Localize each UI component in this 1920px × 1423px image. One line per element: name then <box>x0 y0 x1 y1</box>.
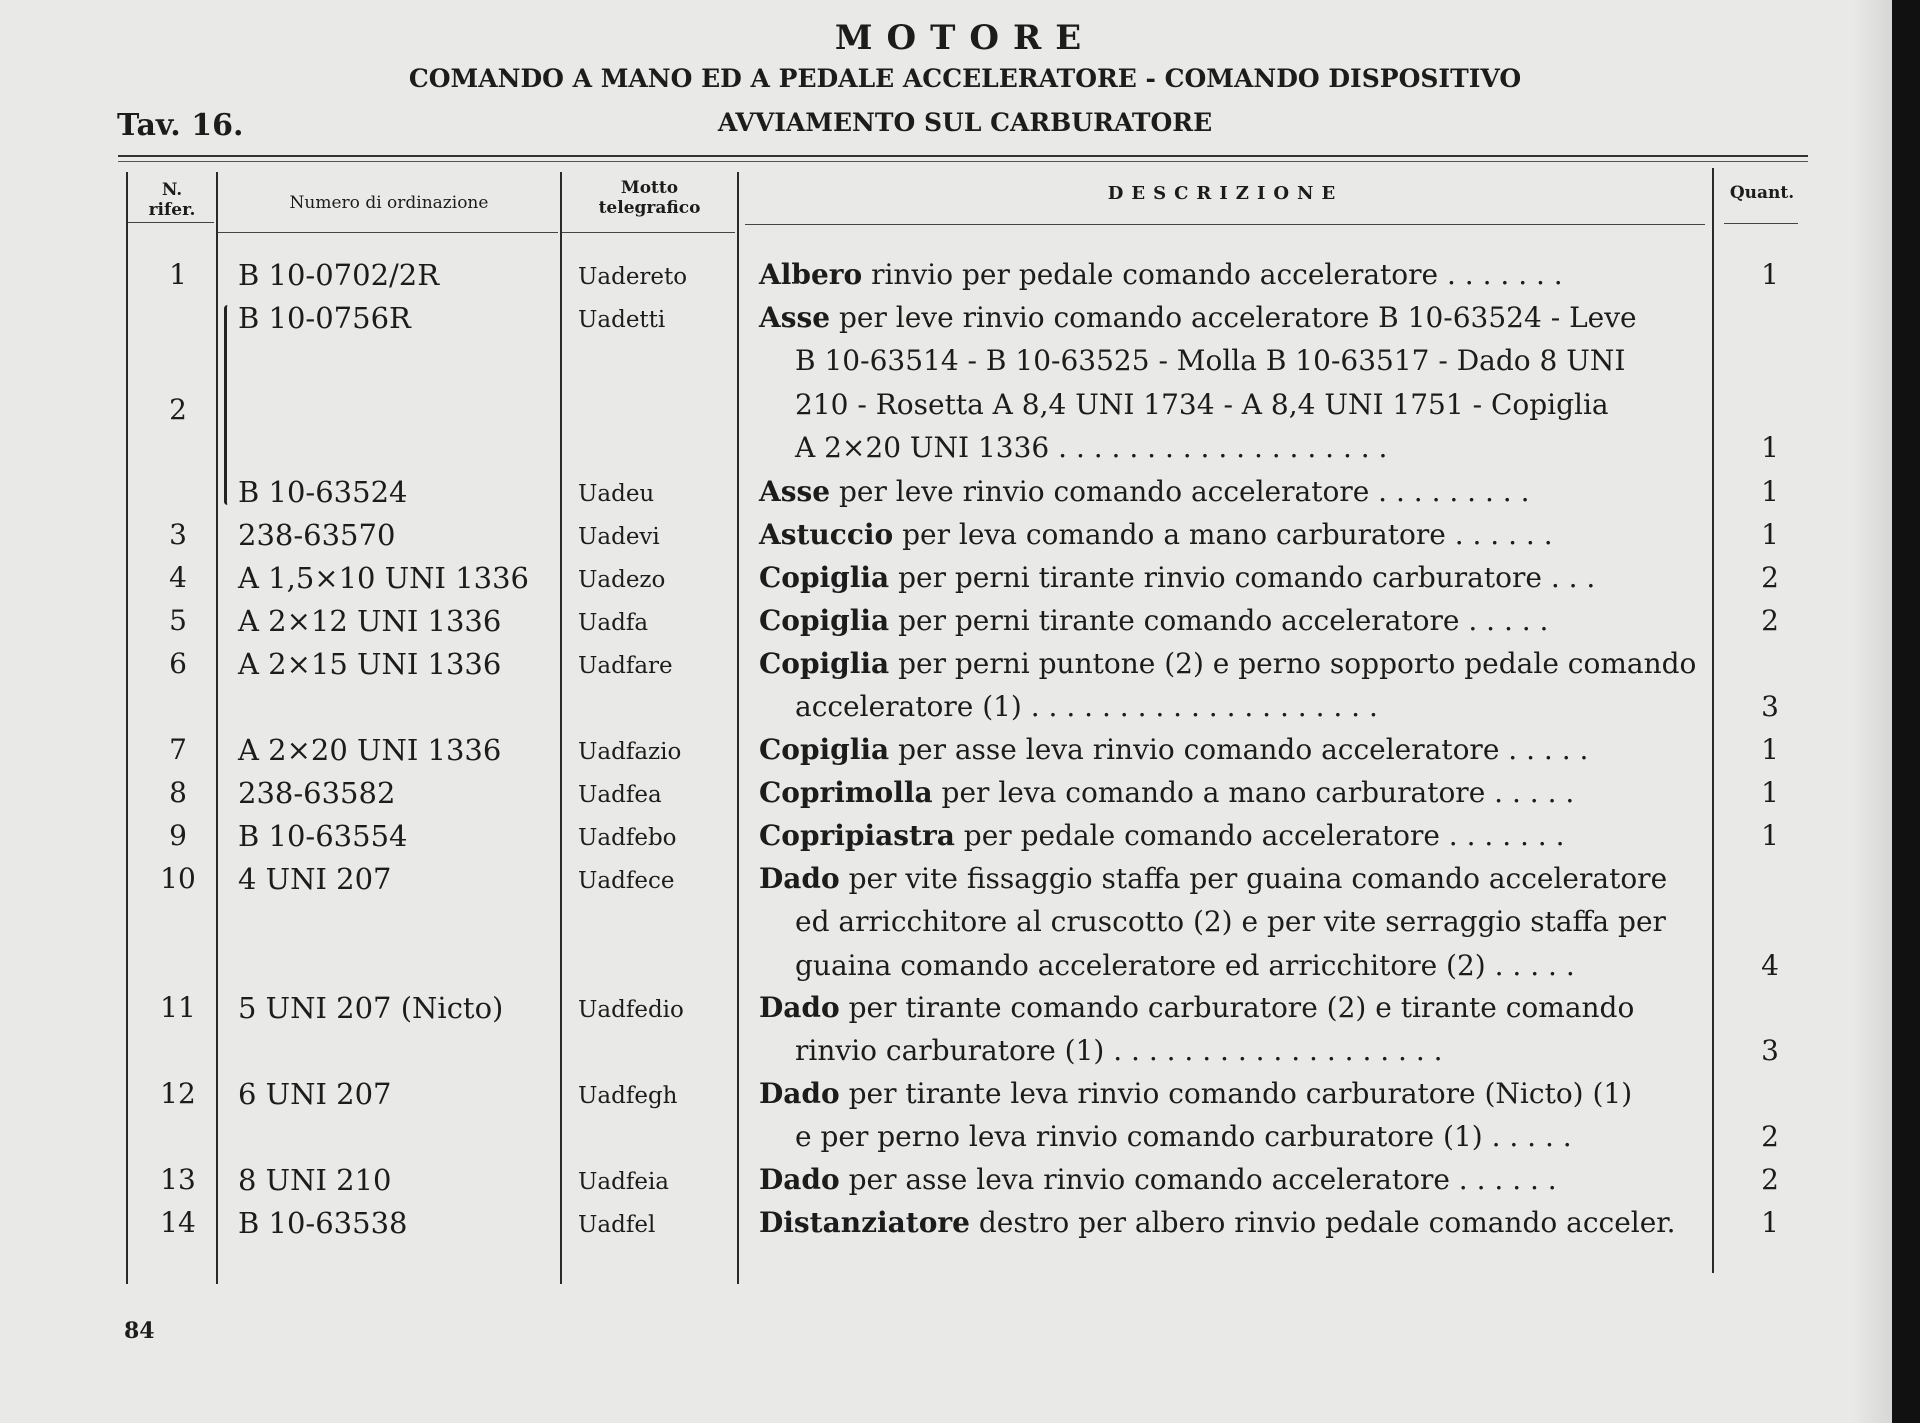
header-underline-description <box>745 224 1705 225</box>
table-row <box>0 733 1920 777</box>
row-ref-number: 6 <box>169 647 187 680</box>
row-quantity: 2 <box>1761 1163 1779 1196</box>
row-quantity: 1 <box>1761 518 1779 551</box>
description-text: per tirante comando carburatore (2) e tirante comando <box>839 991 1635 1024</box>
header-order: Numero di ordinazione <box>289 193 489 213</box>
row-telegraph-code: Uadfazio <box>578 739 682 765</box>
row-order-number: 4 UNI 207 <box>238 862 392 896</box>
row-description <box>759 862 1699 992</box>
description-text: rinvio per pedale comando acceleratore . . . . . . . <box>862 258 1563 291</box>
description-line <box>759 690 1699 733</box>
row-description <box>759 733 1699 776</box>
description-text: destro per albero rinvio pedale comando acceler. <box>969 1206 1676 1239</box>
header-ref-line2: rifer. <box>148 200 196 220</box>
row-description <box>759 301 1699 474</box>
description-line <box>759 862 1699 905</box>
description-part-name: Coprimolla <box>759 776 933 809</box>
row-telegraph-code: Uadfeia <box>578 1169 670 1195</box>
row-order-number: A 1,5×10 UNI 1336 <box>238 561 529 595</box>
description-line <box>759 905 1699 948</box>
row-telegraph-code: Uadfare <box>578 653 673 679</box>
row-telegraph-code: Uadfel <box>578 1212 656 1238</box>
row-quantity: 1 <box>1761 475 1779 508</box>
row-telegraph-code: Uadevi <box>578 524 660 550</box>
description-line <box>759 776 1699 819</box>
header-rule-top <box>118 155 1808 157</box>
table-label: Tav. 16. <box>117 108 244 143</box>
description-part-name: Copiglia <box>759 561 890 594</box>
description-part-name: Dado <box>759 862 840 895</box>
row-order-number: B 10-0702/2R <box>238 258 440 292</box>
description-text: per tirante leva rinvio comando carburatore (Nicto) (1) <box>839 1077 1633 1110</box>
row-order-number: 238-63570 <box>238 518 396 552</box>
header-underline-ref <box>128 222 214 223</box>
row-order-number: B 10-63524 <box>238 475 408 509</box>
row-description <box>759 991 1699 1078</box>
row-telegraph-code: Uadfa <box>578 610 649 636</box>
page-subtitle-line2: AVVIAMENTO SUL CARBURATORE <box>717 108 1213 137</box>
row-telegraph-code: Uadfece <box>578 868 675 894</box>
row-description <box>759 1077 1699 1164</box>
description-text: per asse leva rinvio comando acceleratore . . . . . <box>889 733 1589 766</box>
row-ref-number: 10 <box>160 862 196 895</box>
row-quantity: 2 <box>1761 604 1779 637</box>
table-row <box>0 393 1920 437</box>
description-text: A 2×20 UNI 1336 . . . . . . . . . . . . . . . . . . . <box>795 430 1388 464</box>
row-description <box>759 1206 1699 1249</box>
description-part-name: Dado <box>759 1163 840 1196</box>
row-telegraph-code: Uadeu <box>578 481 655 507</box>
row-description <box>759 1163 1699 1206</box>
description-part-name: Copripiastra <box>759 819 955 852</box>
description-line <box>759 344 1699 387</box>
row-description <box>759 776 1699 819</box>
header-motto-line2: telegrafico <box>598 198 701 218</box>
description-text: guaina comando acceleratore ed arricchitore (2) . . . . . <box>795 948 1575 982</box>
description-line <box>759 733 1699 776</box>
description-line <box>759 604 1699 647</box>
row-order-number: B 10-63538 <box>238 1206 408 1240</box>
table-row <box>0 819 1920 863</box>
table-row <box>0 991 1920 1068</box>
description-text: 210 - Rosetta A 8,4 UNI 1734 - A 8,4 UNI 1751 - Copiglia <box>795 387 1609 421</box>
page-number: 84 <box>124 1318 155 1344</box>
header-ref <box>128 180 216 220</box>
row-quantity: 1 <box>1761 1206 1779 1239</box>
description-line <box>759 1163 1699 1206</box>
row-ref-number: 13 <box>160 1163 196 1196</box>
description-line <box>759 561 1699 604</box>
row-order-number: B 10-63554 <box>238 819 408 853</box>
row-quantity: 1 <box>1761 819 1779 852</box>
description-part-name: Dado <box>759 991 840 1024</box>
row-order-number: B 10-0756R <box>238 301 411 335</box>
row-order-number: A 2×15 UNI 1336 <box>238 647 502 681</box>
table-row <box>0 604 1920 648</box>
header-quantity: Quant. <box>1729 183 1795 203</box>
description-part-name: Copiglia <box>759 733 890 766</box>
header-underline-order <box>218 232 558 233</box>
row-telegraph-code: Uadfegh <box>578 1083 678 1109</box>
description-part-name: Distanziatore <box>759 1206 970 1239</box>
description-text: per leve rinvio comando acceleratore B 10-63524 - Leve <box>830 301 1637 334</box>
description-text: per perni tirante rinvio comando carburatore . . . <box>889 561 1596 594</box>
row-description <box>759 518 1699 561</box>
header-underline-motto <box>562 232 735 233</box>
header-motto-line1: Motto <box>620 178 679 198</box>
row-quantity: 2 <box>1761 1120 1779 1154</box>
header-motto <box>562 178 737 218</box>
table-row <box>0 862 1920 982</box>
table-row <box>0 1077 1920 1154</box>
description-part-name: Asse <box>759 475 831 508</box>
table-row <box>0 776 1920 820</box>
row-quantity: 2 <box>1761 561 1779 594</box>
row-description <box>759 475 1699 518</box>
description-line <box>759 647 1699 690</box>
row-quantity: 3 <box>1761 1034 1779 1068</box>
row-quantity: 1 <box>1761 776 1779 809</box>
row-ref-number: 4 <box>169 561 187 594</box>
description-line <box>759 819 1699 862</box>
description-part-name: Astuccio <box>759 518 894 551</box>
table-row <box>0 475 1920 519</box>
description-text: per leva comando a mano carburatore . . . . . <box>932 776 1575 809</box>
description-line <box>759 991 1699 1034</box>
row-ref-number: 7 <box>169 733 187 766</box>
row-telegraph-code: Uadezo <box>578 567 666 593</box>
description-line <box>759 1206 1699 1249</box>
table-row <box>0 1206 1920 1250</box>
header-rule-bottom <box>118 161 1808 162</box>
row-ref-number: 3 <box>169 518 187 551</box>
row-order-number: A 2×20 UNI 1336 <box>238 733 502 767</box>
description-line <box>759 431 1699 474</box>
row-quantity: 1 <box>1761 258 1779 291</box>
row-order-number: 238-63582 <box>238 776 396 810</box>
description-text: per pedale comando acceleratore . . . . . . . <box>954 819 1565 852</box>
description-text: per leva comando a mano carburatore . . . . . . <box>893 518 1553 551</box>
row-ref-number: 5 <box>169 604 187 637</box>
description-part-name: Albero <box>759 258 863 291</box>
description-line <box>759 301 1699 344</box>
description-text: acceleratore (1) . . . . . . . . . . . . . . . . . . . . <box>795 690 1378 724</box>
row-quantity: 3 <box>1761 690 1779 724</box>
description-line <box>759 1034 1699 1077</box>
row-telegraph-code: Uadetti <box>578 307 666 333</box>
description-part-name: Copiglia <box>759 604 890 637</box>
description-part-name: Copiglia <box>759 647 890 680</box>
header-description: DESCRIZIONE <box>1107 183 1344 204</box>
description-text: ed arricchitore al cruscotto (2) e per vite serraggio staffa per <box>795 905 1666 939</box>
row-telegraph-code: Uadereto <box>578 264 688 290</box>
description-line <box>759 475 1699 518</box>
row-order-number: 8 UNI 210 <box>238 1163 392 1197</box>
header-ref-line1: N. <box>161 180 183 200</box>
description-part-name: Asse <box>759 301 831 334</box>
row-ref-number: 14 <box>160 1206 196 1239</box>
row-ref-number: 12 <box>160 1077 196 1110</box>
table-row <box>0 301 1920 464</box>
row-description <box>759 258 1699 301</box>
table-row <box>0 561 1920 605</box>
table-row <box>0 1163 1920 1207</box>
table-row <box>0 518 1920 562</box>
row-description <box>759 647 1699 734</box>
row-ref-number: 1 <box>169 258 187 291</box>
description-part-name: Dado <box>759 1077 840 1110</box>
row-telegraph-code: Uadfea <box>578 782 662 808</box>
description-text: e per perno leva rinvio comando carburatore (1) . . . . . <box>795 1120 1572 1154</box>
row-ref-number: 2 <box>169 393 187 426</box>
row-order-number: 5 UNI 207 (Nicto) <box>238 991 504 1025</box>
description-text: per asse leva rinvio comando acceleratore . . . . . . <box>839 1163 1557 1196</box>
page-title: MOTORE <box>834 18 1096 58</box>
description-line <box>759 518 1699 561</box>
description-text: rinvio carburatore (1) . . . . . . . . . . . . . . . . . . . <box>795 1034 1443 1068</box>
row-quantity: 1 <box>1761 430 1779 464</box>
table-row <box>0 647 1920 724</box>
row-ref-number: 9 <box>169 819 187 852</box>
row-quantity: 4 <box>1761 948 1779 982</box>
row-description <box>759 819 1699 862</box>
row-quantity: 1 <box>1761 733 1779 766</box>
description-text: per perni tirante comando acceleratore . . . . . <box>889 604 1549 637</box>
header-underline-quantity <box>1724 223 1798 224</box>
row-description <box>759 561 1699 604</box>
description-line <box>759 258 1699 301</box>
description-line <box>759 949 1699 992</box>
description-text: per leve rinvio comando acceleratore . . . . . . . . . <box>830 475 1530 508</box>
row-telegraph-code: Uadfedio <box>578 997 684 1023</box>
row-order-number: 6 UNI 207 <box>238 1077 392 1111</box>
row-ref-number: 11 <box>160 991 196 1024</box>
table-row <box>0 258 1920 302</box>
page-subtitle-line1: COMANDO A MANO ED A PEDALE ACCELERATORE - COMANDO DISPOSITIVO <box>408 64 1522 93</box>
row-description <box>759 604 1699 647</box>
description-line <box>759 1120 1699 1163</box>
row-order-number: A 2×12 UNI 1336 <box>238 604 502 638</box>
row-ref-number: 8 <box>169 776 187 809</box>
description-text: B 10-63514 - B 10-63525 - Molla B 10-63517 - Dado 8 UNI <box>795 344 1626 378</box>
description-text: per vite fissaggio staffa per guaina comando acceleratore <box>839 862 1668 895</box>
description-line <box>759 1077 1699 1120</box>
description-text: per perni puntone (2) e perno sopporto pedale comando <box>889 647 1697 680</box>
row-telegraph-code: Uadfebo <box>578 825 677 851</box>
